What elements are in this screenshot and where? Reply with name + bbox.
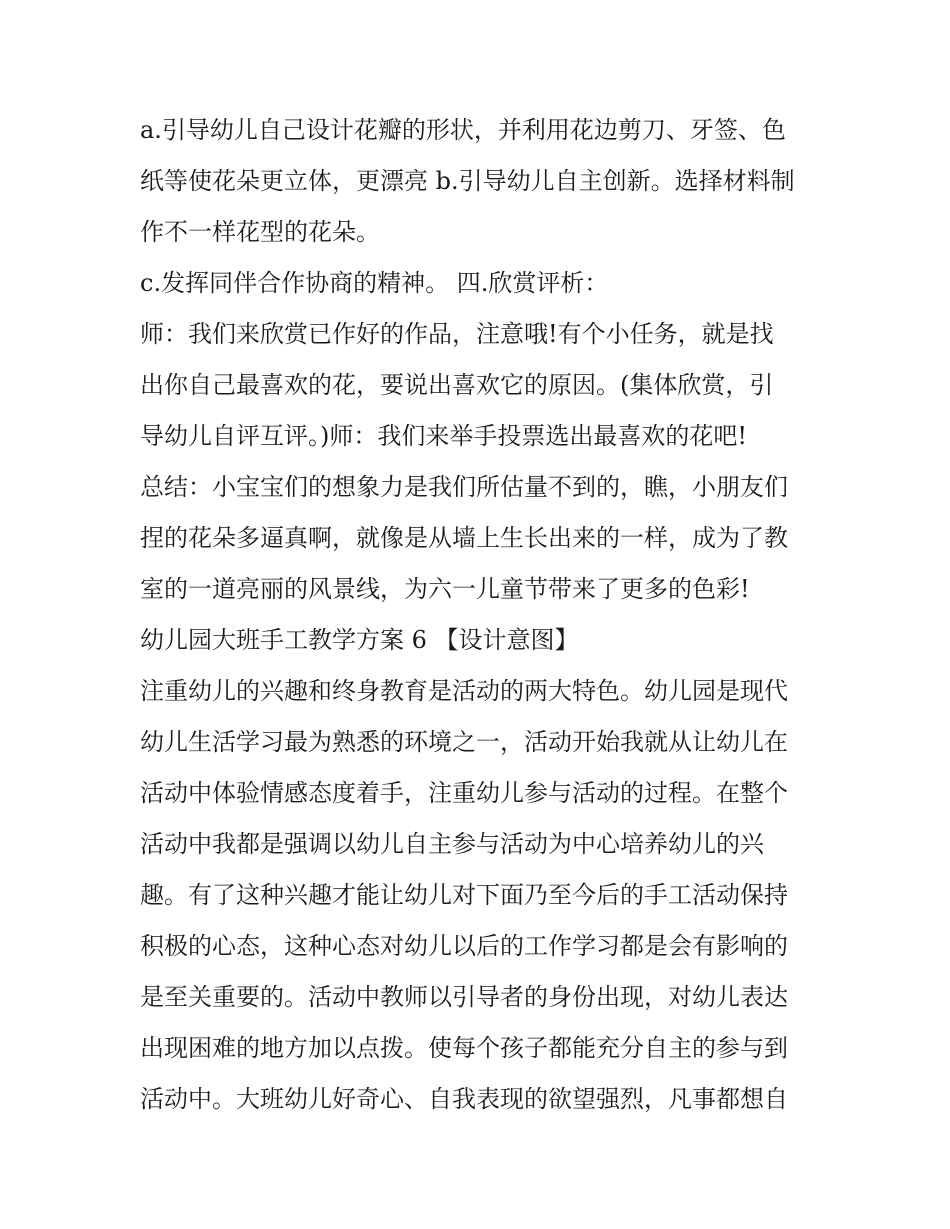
text-line: 室的一道亮丽的风景线，为六一儿童节带来了更多的色彩! bbox=[140, 575, 750, 603]
text-line: 总结：小宝宝们的想象力是我们所估量不到的，瞧，小朋友们 bbox=[140, 473, 788, 501]
text-line: 导幼儿自评互评。)师：我们来举手投票选出最喜欢的花吧! bbox=[140, 422, 748, 450]
text-line: c.发挥同伴合作协商的精神。 四.欣赏评析： bbox=[140, 269, 609, 297]
text-line: 捏的花朵多逼真啊，就像是从墙上生长出来的一样，成为了教 bbox=[140, 524, 788, 552]
text-line: 活动中我都是强调以幼儿自主参与活动为中心培养幼儿的兴 bbox=[140, 830, 764, 858]
text-line: 师：我们来欣赏已作好的作品，注意哦!有个小任务，就是找 bbox=[140, 320, 774, 348]
text-line: 幼儿生活学习最为熟悉的环境之一，活动开始我就从让幼儿在 bbox=[140, 728, 788, 756]
text-line: 出现困难的地方加以点拨。使每个孩子都能充分自主的参与到 bbox=[140, 1034, 788, 1062]
text-line: 注重幼儿的兴趣和终身教育是活动的两大特色。幼儿园是现代 bbox=[140, 677, 788, 705]
text-line: 出你自己最喜欢的花，要说出喜欢它的原因。(集体欣赏，引 bbox=[140, 371, 774, 399]
text-line: 积极的心态，这种心态对幼儿以后的工作学习都是会有影响的 bbox=[140, 932, 788, 960]
section-heading: 幼儿园大班手工教学方案 6 【设计意图】 bbox=[140, 626, 579, 654]
text-line: a.引导幼儿自己设计花瓣的形状，并利用花边剪刀、牙签、色 bbox=[140, 116, 786, 144]
text-line: 作不一样花型的花朵。 bbox=[140, 218, 380, 246]
text-line: 是至关重要的。活动中教师以引导者的身份出现，对幼儿表达 bbox=[140, 983, 788, 1011]
text-line: 趣。有了这种兴趣才能让幼儿对下面乃至今后的手工活动保持 bbox=[140, 881, 788, 909]
text-line: 活动中。大班幼儿好奇心、自我表现的欲望强烈，凡事都想自 bbox=[140, 1085, 788, 1113]
text-line: 活动中体验情感态度着手，注重幼儿参与活动的过程。在整个 bbox=[140, 779, 788, 807]
text-line: 纸等使花朵更立体，更漂亮 b.引导幼儿自主创新。选择材料制 bbox=[140, 167, 795, 195]
